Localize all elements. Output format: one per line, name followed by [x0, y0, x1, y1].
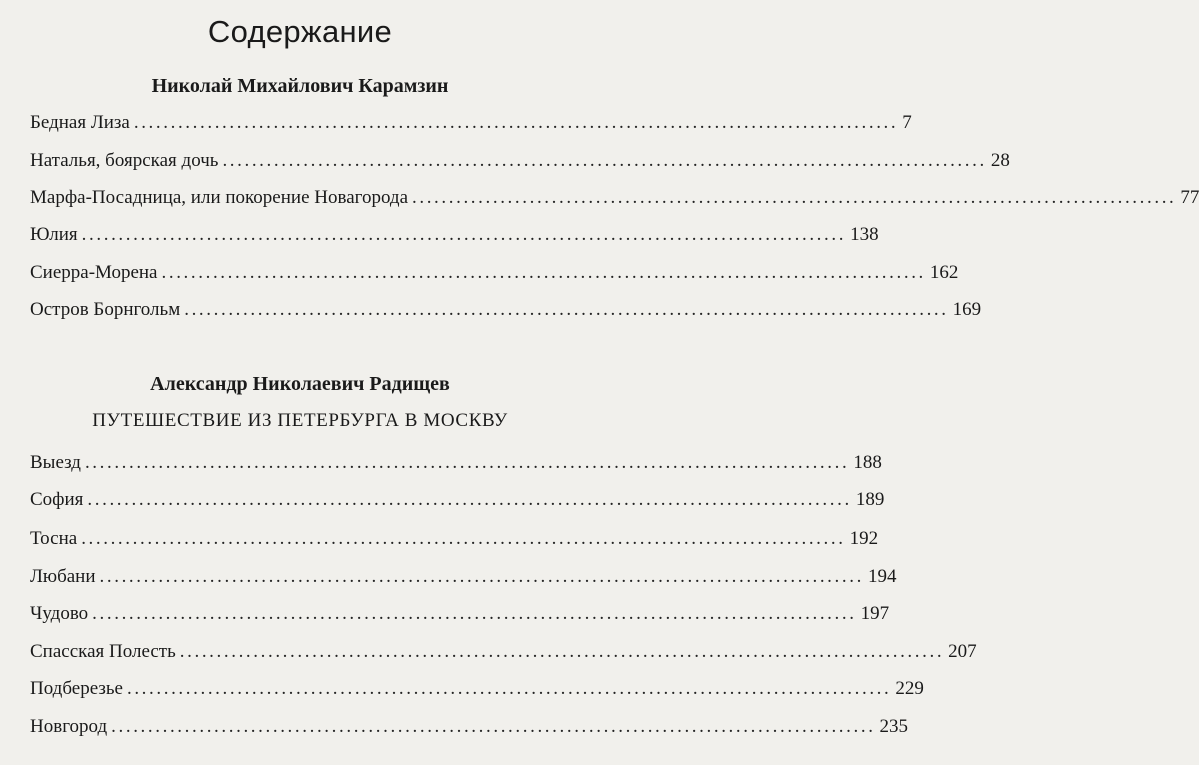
leader-dots: ........................................................................................................: [412, 187, 1177, 208]
toc-entry[interactable]: [30, 224, 879, 250]
leader-dots: ........................................................................................................: [222, 150, 987, 171]
entry-title: Тосна: [30, 528, 78, 549]
entry-page: 189: [855, 489, 885, 510]
toc-entry[interactable]: [30, 112, 912, 138]
leader-dots: ........................................................................................................: [92, 603, 857, 624]
entry-page: 192: [849, 528, 879, 549]
entry-title: Юлия: [30, 224, 78, 245]
leader-dots: ........................................................................................................: [179, 641, 945, 662]
author-heading: Николай Михайлович Карамзин: [151, 75, 449, 97]
entry-page: 162: [929, 262, 959, 283]
toc-entry[interactable]: [30, 150, 1010, 176]
toc-entry[interactable]: [30, 452, 882, 478]
work-title: ПУТЕШЕСТВИЕ ИЗ ПЕТЕРБУРГА В МОСКВУ: [92, 410, 508, 431]
leader-dots: ........................................................................................................: [161, 262, 926, 283]
toc-entry[interactable]: [30, 641, 977, 667]
leader-dots: ........................................................................................................: [84, 452, 850, 473]
toc-entry[interactable]: [30, 603, 890, 629]
entry-title: Подберезье: [30, 678, 123, 699]
leader-dots: ........................................................................................................: [133, 112, 899, 133]
toc-entry[interactable]: [30, 678, 924, 704]
toc-entry[interactable]: [30, 299, 982, 325]
toc-entry[interactable]: [30, 187, 1199, 213]
entry-title: Бедная Лиза: [30, 112, 130, 133]
entry-page: 138: [850, 224, 879, 245]
entry-title: Новгород: [30, 716, 108, 737]
author-heading: Александр Николаевич Радищев: [150, 373, 450, 395]
entry-title: Марфа-Посадница, или покорение Новагорода: [30, 187, 408, 208]
entry-page: 28: [990, 150, 1010, 171]
entry-title: Выезд: [30, 452, 81, 473]
entry-title: Сиерра-Морена: [30, 262, 158, 283]
entry-title: Любани: [30, 566, 96, 587]
entry-page: 197: [860, 603, 890, 624]
entry-page: 77: [1180, 187, 1199, 208]
entry-title: Чудово: [30, 603, 89, 624]
entry-page: 188: [853, 452, 882, 473]
leader-dots: ........................................................................................................: [81, 528, 846, 549]
leader-dots: ........................................................................................................: [99, 566, 864, 587]
leader-dots: ........................................................................................................: [126, 678, 892, 699]
leader-dots: ........................................................................................................: [87, 489, 852, 510]
entry-page: 229: [895, 678, 924, 699]
entry-page: 235: [879, 716, 909, 737]
leader-dots: ........................................................................................................: [184, 299, 949, 320]
leader-dots: ........................................................................................................: [81, 224, 847, 245]
toc-entry[interactable]: [30, 716, 909, 742]
toc-entry[interactable]: [30, 528, 879, 554]
leader-dots: ........................................................................................................: [111, 716, 876, 737]
entry-page: 207: [948, 641, 977, 662]
page-title: Содержание: [207, 14, 393, 49]
entry-page: 194: [867, 566, 897, 587]
entry-title: Спасская Полесть: [30, 641, 176, 662]
toc-entry[interactable]: [30, 566, 897, 592]
entry-page: 7: [902, 112, 912, 133]
toc-entry[interactable]: [30, 262, 959, 288]
entry-title: София: [30, 489, 84, 510]
toc-entry[interactable]: [30, 489, 885, 515]
entry-title: Наталья, боярская дочь: [30, 150, 219, 171]
entry-title: Остров Борнгольм: [30, 299, 181, 320]
entry-page: 169: [952, 299, 982, 320]
